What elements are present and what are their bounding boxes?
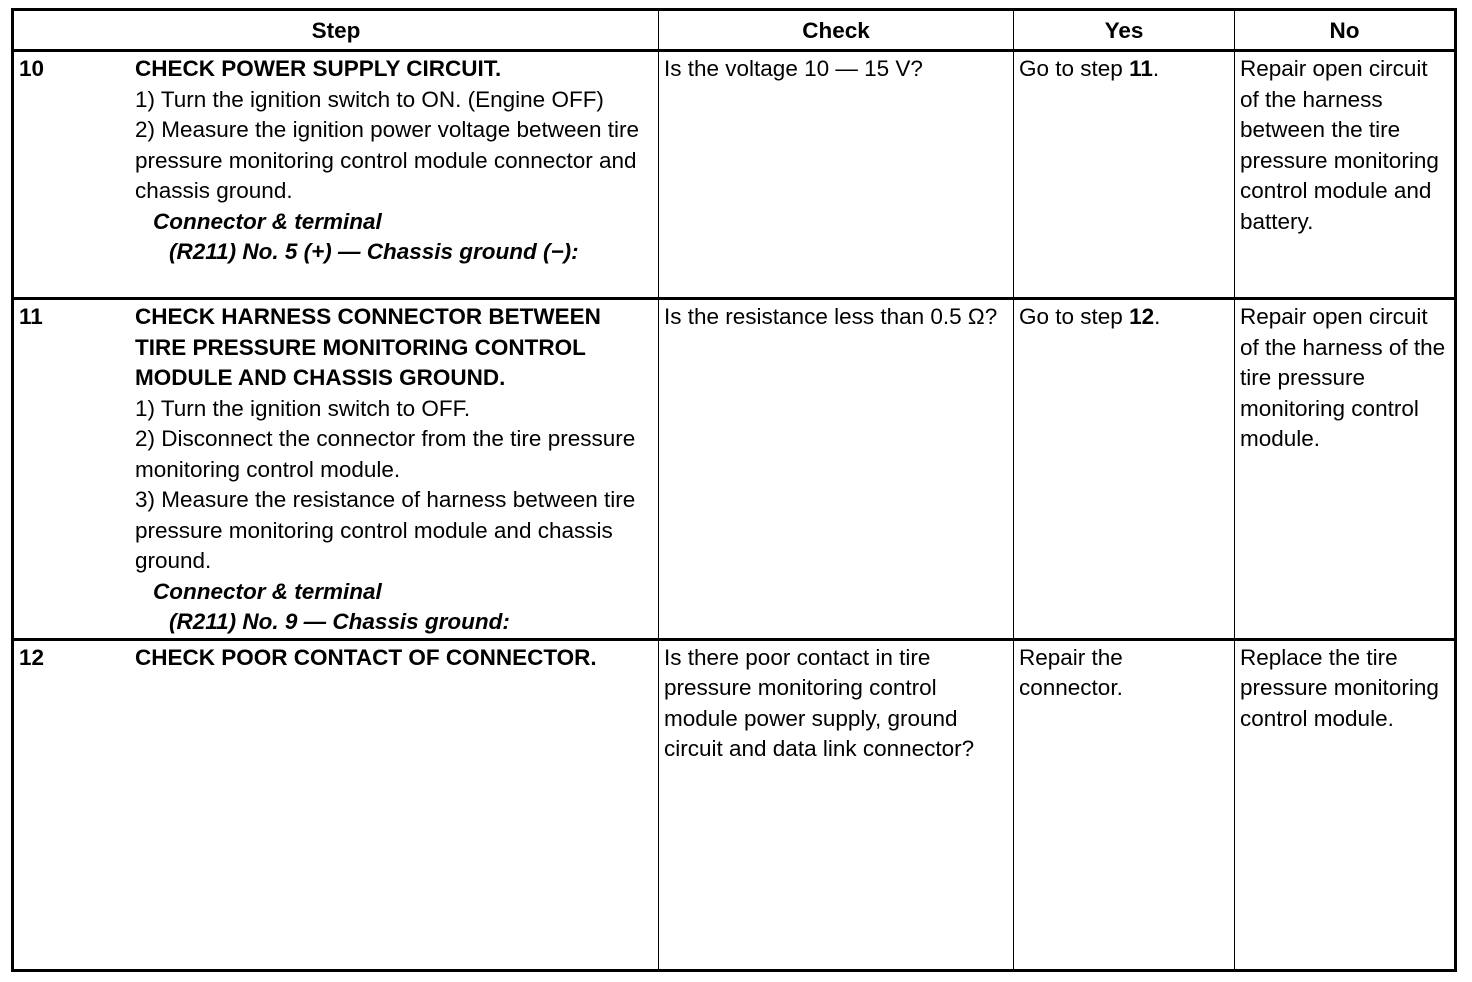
yes-text: [1019, 300, 1229, 333]
check-text: Is the resistance less than 0.5 Ω?: [664, 304, 998, 329]
step-title: CHECK POOR CONTACT OF CONNECTOR.: [135, 644, 597, 670]
check-cell: [659, 51, 1014, 299]
table-row: [13, 639, 1456, 971]
header-yes: Yes: [1014, 10, 1235, 51]
step-instruction: 1) Turn the ignition switch to OFF.: [135, 395, 471, 421]
header-step: Step: [13, 10, 659, 51]
table-row: [13, 51, 1456, 299]
connector-terminal: (R211) No. 9 — Chassis ground:: [169, 609, 510, 634]
yes-prefix: Go to step: [1019, 56, 1130, 81]
step-number: 12: [19, 644, 45, 670]
connector-title: Connector & terminal: [153, 578, 382, 604]
yes-cell: [1014, 299, 1235, 640]
no-text: Repair open circuit of the harness of the tire pressure monitoring control module.: [1240, 304, 1446, 451]
step-title: CHECK HARNESS CONNECTOR BETWEEN TIRE PRESSURE MONITORING CONTROL MODULE AND CHASSIS GROUND.: [135, 304, 601, 390]
check-text: Is the voltage 10 — 15 V?: [664, 56, 923, 81]
header-row: [13, 10, 1456, 51]
step-cell: [13, 299, 659, 640]
no-cell: [1235, 51, 1456, 299]
step-cell: [13, 639, 659, 971]
diagnostic-table: [11, 8, 1457, 972]
no-text: Repair open circuit of the harness between the tire pressure monitoring control module and battery.: [1240, 56, 1439, 234]
step-title: CHECK POWER SUPPLY CIRCUIT.: [135, 56, 502, 81]
step-instruction: 3) Measure the resistance of harness between tire pressure monitoring control module and chassis ground.: [135, 487, 636, 573]
yes-suffix: .: [1154, 304, 1161, 329]
no-cell: [1235, 299, 1456, 640]
yes-cell: [1014, 51, 1235, 299]
check-cell: [659, 299, 1014, 640]
check-text: Is there poor contact in tire pressure monitoring control module power supply, ground circuit and data link connector?: [664, 644, 975, 761]
connector-title: Connector & terminal: [153, 208, 382, 234]
step-instruction: 1) Turn the ignition switch to ON. (Engine OFF): [135, 86, 604, 112]
header-no: No: [1235, 10, 1456, 51]
header-check: Check: [659, 10, 1014, 51]
yes-step-ref: 12: [1129, 304, 1155, 329]
yes-cell: [1014, 639, 1235, 971]
step-instruction: 2) Measure the ignition power voltage between tire pressure monitoring control module connector and chassis ground.: [135, 117, 640, 203]
step-number: 10: [19, 56, 45, 81]
check-cell: [659, 639, 1014, 971]
no-text: Replace the tire pressure monitoring control module.: [1240, 644, 1439, 731]
yes-suffix: .: [1152, 56, 1160, 81]
step-number: 11: [19, 304, 43, 329]
no-cell: [1235, 639, 1456, 971]
yes-text: Repair the connector.: [1019, 644, 1123, 700]
step-instruction: 2) Disconnect the connector from the tire pressure monitoring control module.: [135, 426, 636, 482]
yes-step-ref: 11: [1129, 56, 1153, 81]
yes-text: [1019, 52, 1229, 85]
table-row: [13, 299, 1456, 640]
connector-terminal: (R211) No. 5 (+) — Chassis ground (−):: [169, 239, 579, 264]
step-cell: [13, 51, 659, 299]
yes-prefix: Go to step: [1019, 304, 1130, 329]
